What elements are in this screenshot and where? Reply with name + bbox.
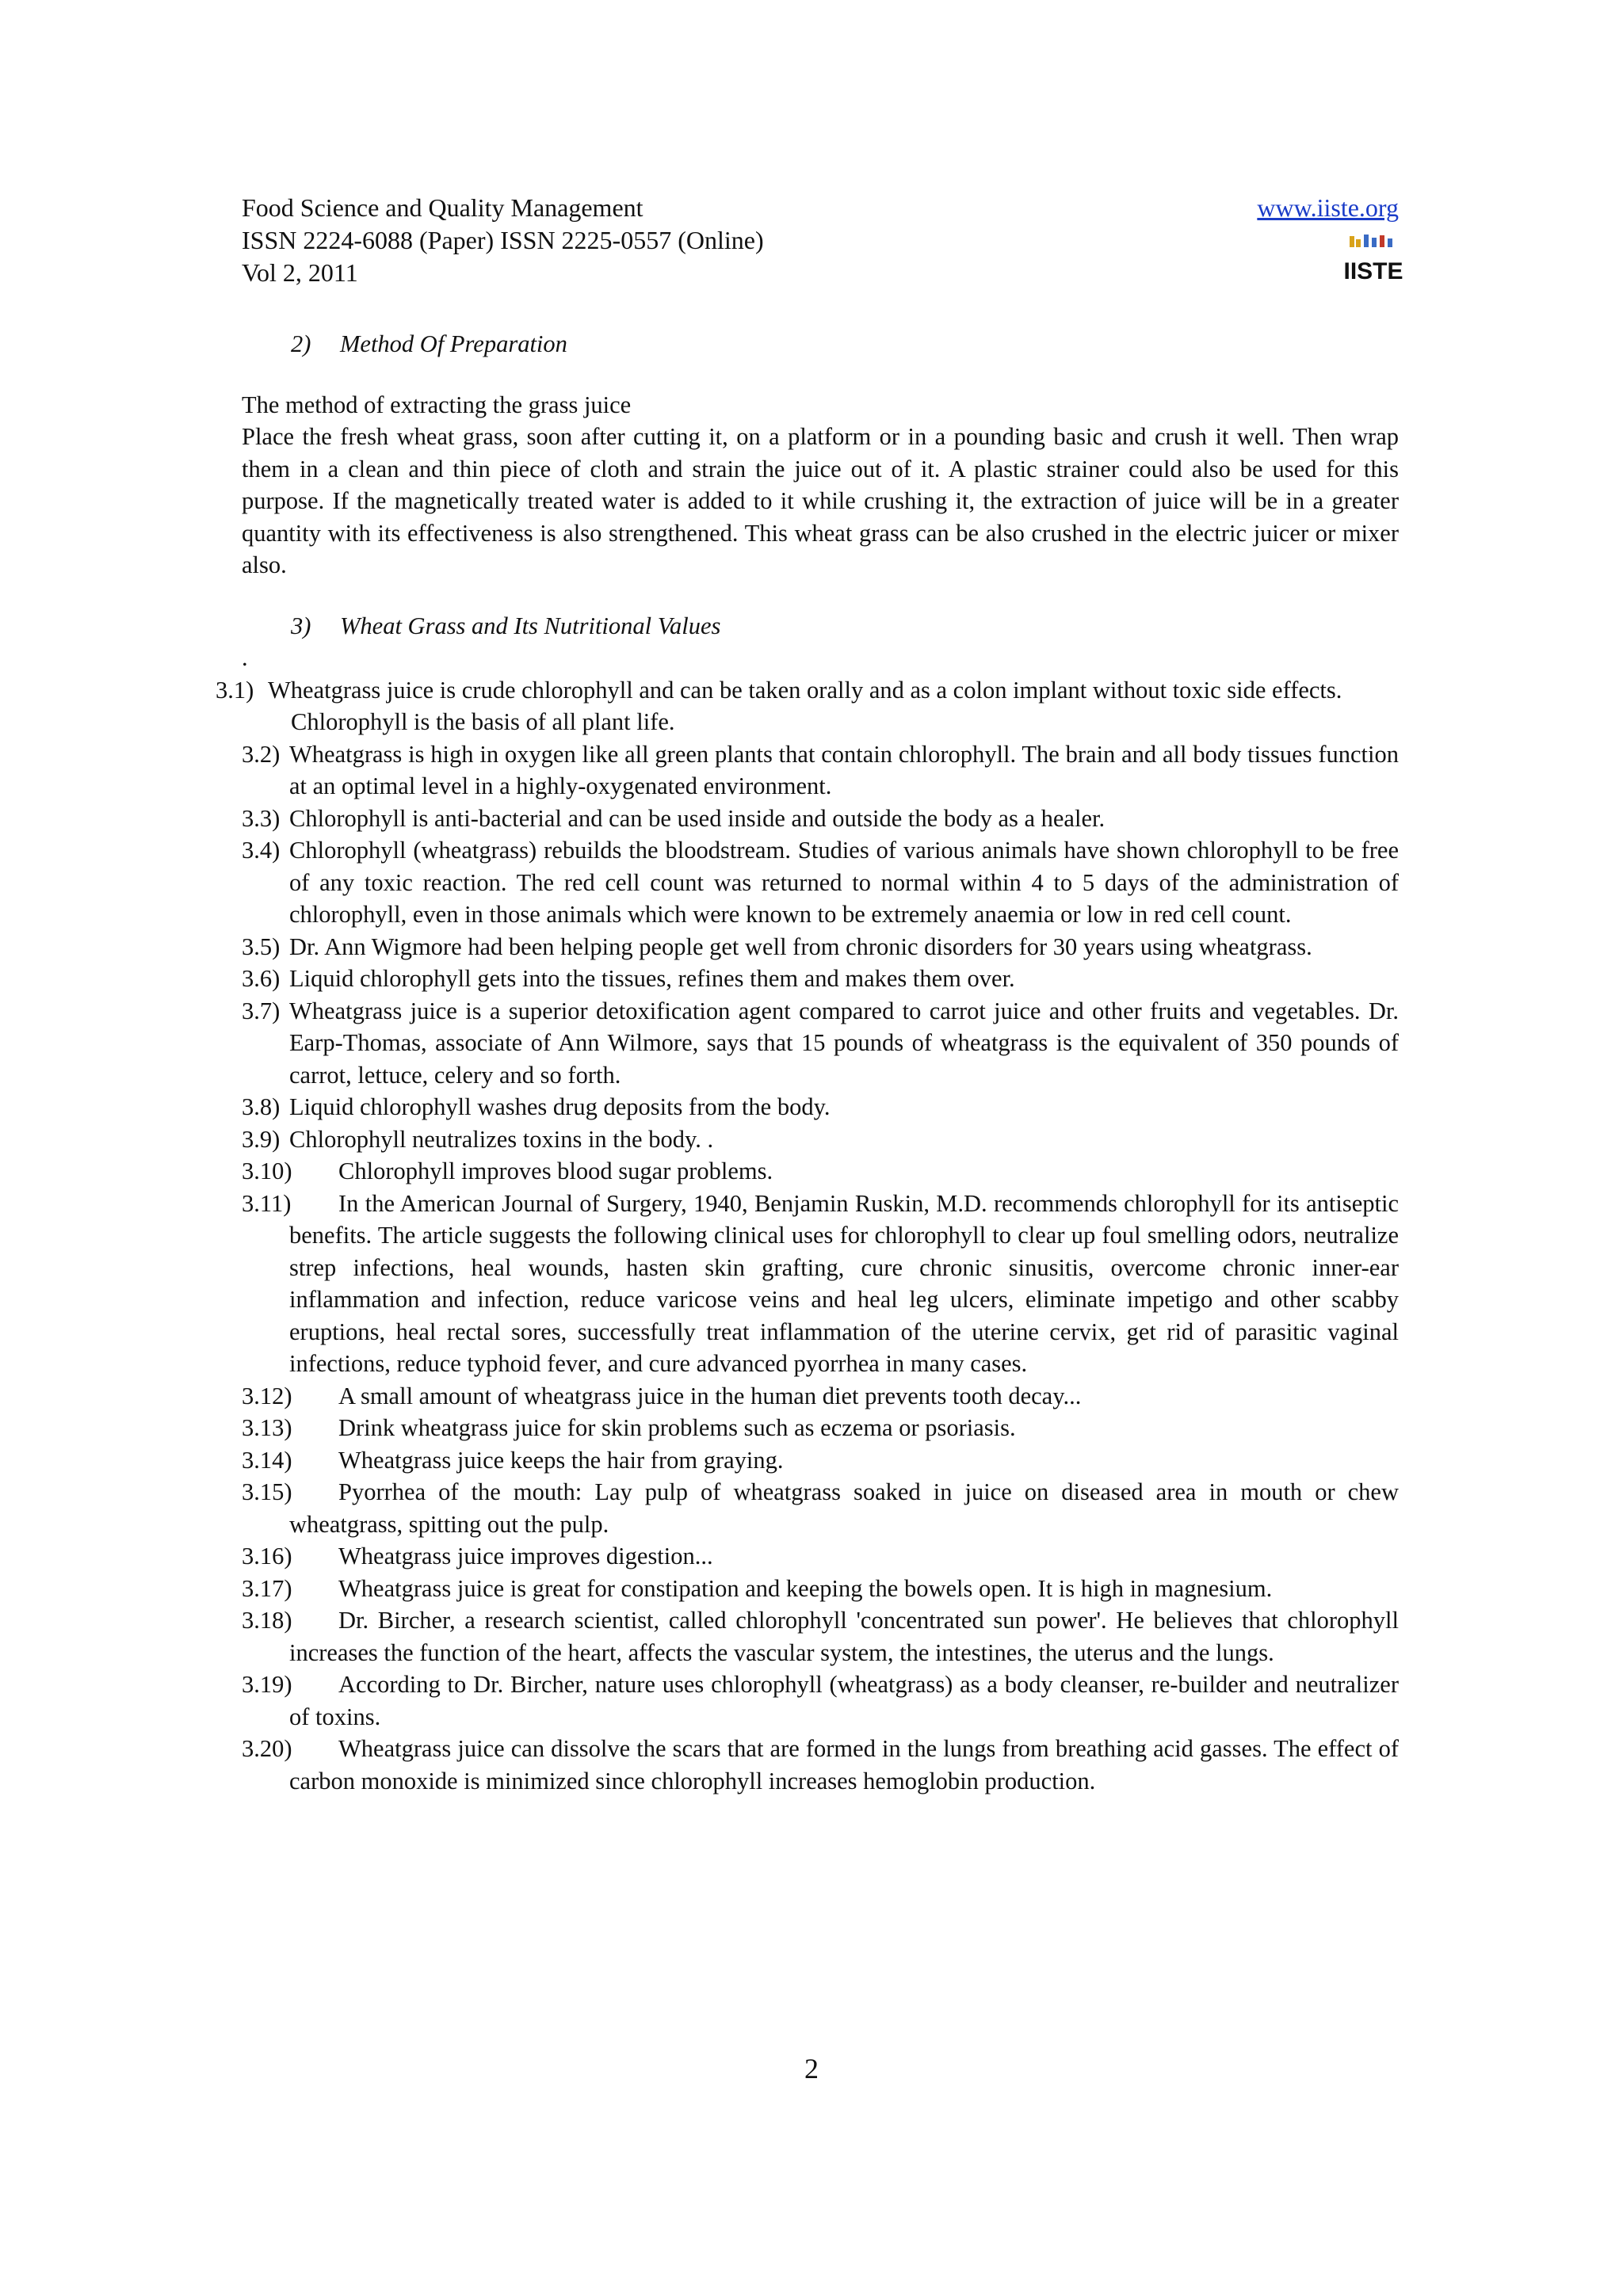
list-item-label: 3.13)	[242, 1414, 292, 1441]
list-item	[242, 1188, 1399, 1380]
list-item-text: Chlorophyll is the basis of all plant life.	[291, 708, 675, 735]
list-item-text: Chlorophyll neutralizes toxins in the body. .	[289, 1125, 714, 1153]
list-item-label: 3.2)	[242, 740, 281, 768]
list-item-label: 3.17)	[242, 1574, 292, 1602]
list-item-label: 3.4)	[242, 837, 281, 864]
list-item-text: Wheatgrass juice is great for constipation and keeping the bowels open. It is high in magnesium.	[338, 1574, 1273, 1602]
list-item	[242, 1155, 1399, 1188]
list-item-label: 3.10)	[242, 1158, 292, 1184]
list-item-label: 3.9)	[242, 1125, 281, 1153]
list-item-label: 3.5)	[242, 933, 281, 960]
list-item-label: 3.19)	[242, 1671, 292, 1698]
list-item	[242, 1476, 1399, 1540]
section-3-number: 3)	[291, 612, 311, 639]
volume-line: Vol 2, 2011	[242, 258, 358, 287]
list-item-label: 3.6)	[242, 965, 281, 992]
list-item-text: Liquid chlorophyll gets into the tissues, refines them and makes them over.	[289, 965, 1015, 992]
list-item-label: 3.15)	[242, 1478, 292, 1505]
section-2-heading	[242, 328, 1399, 360]
list-item-label: 3.11)	[242, 1189, 292, 1217]
list-item	[242, 1604, 1399, 1669]
list-item	[242, 1380, 1399, 1413]
page-header	[242, 192, 1403, 289]
list-item	[242, 995, 1399, 1092]
svg-text:IISTE: IISTE	[1343, 258, 1403, 284]
page-number: 2	[804, 2053, 819, 2084]
iiste-logo-icon	[1343, 233, 1403, 284]
list-item-text: Dr. Ann Wigmore had been helping people get well from chronic disorders for 30 years using wheatgrass.	[289, 933, 1312, 960]
section-2-title: Method Of Preparation	[340, 330, 567, 357]
list-item-text: Wheatgrass juice is a superior detoxification agent compared to carrot juice and other fruits and vegetables. Dr. Earp-Thomas, associate of Ann Wilmore, says that 15 pounds of wheatgrass is the equivalent of 350 pounds of carrot, lettuce, celery and so forth.	[289, 997, 1399, 1089]
list-item	[242, 1733, 1399, 1797]
list-item-label: 3.18)	[242, 1607, 292, 1634]
list-item-label: 3.12)	[242, 1382, 292, 1409]
list-item-text: Dr. Bircher, a research scientist, called chlorophyll 'concentrated sun power'. He believes that chlorophyll increases the function of the heart, affects the vascular system, the intestines, the uterus and the lungs.	[289, 1607, 1399, 1666]
list-item-text: A small amount of wheatgrass juice in the human diet prevents tooth decay...	[338, 1382, 1082, 1409]
list-item-text: Wheatgrass juice keeps the hair from graying.	[338, 1446, 784, 1474]
list-item-text: Liquid chlorophyll washes drug deposits from the body.	[289, 1093, 831, 1120]
list-item	[242, 1123, 1399, 1156]
list-item-label: 3.16)	[242, 1543, 292, 1569]
list-item-text: Chlorophyll (wheatgrass) rebuilds the bloodstream. Studies of various animals have shown chlorophyll to be free of any toxic reaction. The red cell count was returned to normal within 4 to 5 days of the administration of chlorophyll, even in those animals which were known to be extremely anaemia or low in red cell count.	[289, 837, 1399, 928]
list-item-text: According to Dr. Bircher, nature uses chlorophyll (wheatgrass) as a body cleanser, re-builder and neutralizer of toxins.	[289, 1671, 1399, 1730]
list-item-text: Pyorrhea of the mouth: Lay pulp of wheatgrass soaked in juice on diseased area in mouth or chew wheatgrass, spitting out the pulp.	[289, 1478, 1399, 1538]
list-item	[242, 1412, 1399, 1444]
list-item-text: Wheatgrass is high in oxygen like all green plants that contain chlorophyll. The brain and all body tissues function at an optimal level in a highly-oxygenated environment.	[289, 740, 1399, 799]
list-item-continuation	[242, 706, 1399, 738]
list-item-label: 3.7)	[242, 997, 281, 1024]
list-item-text: In the American Journal of Surgery, 1940, Benjamin Ruskin, M.D. recommends chlorophyll for its antiseptic benefits. The article suggests the following clinical uses for chlorophyll to clear up foul smelling odors, neutralize strep infections, heal wounds, hasten skin grafting, cure chronic sinusitis, overcome chronic inner-ear inflammation and infection, reduce varicose veins and heal leg ulcers, eliminate impetigo and other scabby eruptions, heal rectal sores, successfully treat inflammation of the uterine cervix, get rid of parasitic vaginal infections, reduce typhoid fever, and cure advanced pyorrhea in many cases.	[289, 1189, 1399, 1377]
journal-url-link[interactable]: www.iiste.org	[1257, 193, 1399, 222]
section-3-title: Wheat Grass and Its Nutritional Values	[340, 612, 721, 639]
section-3-heading	[242, 610, 1399, 643]
list-item-label: 3.1)	[216, 676, 254, 704]
list-item	[242, 963, 1399, 995]
list-item-text: Wheatgrass juice improves digestion...	[338, 1543, 713, 1569]
section-2-subtitle: The method of extracting the grass juice	[242, 391, 632, 418]
list-item-text: Chlorophyll improves blood sugar problems.	[338, 1158, 773, 1184]
list-item-label: 3.14)	[242, 1446, 292, 1474]
list-item-text: Wheatgrass juice can dissolve the scars that are formed in the lungs from breathing acid gasses. The effect of carbon monoxide is minimized since chlorophyll increases hemoglobin production.	[289, 1735, 1399, 1794]
section-2-number: 2)	[291, 330, 311, 357]
list-item	[242, 1669, 1399, 1733]
list-item	[242, 1540, 1399, 1573]
list-item-text: Wheatgrass juice is crude chlorophyll and can be taken orally and as a colon implant without toxic side effects.	[268, 676, 1342, 704]
section-2-paragraph: Place the fresh wheat grass, soon after cutting it, on a platform or in a pounding basic and crush it well. Then wrap them in a clean and thin piece of cloth and strain the juice out of it. A plastic strainer could also be used for this purpose. If the magnetically treated water is added to it while crushing it, the extraction of juice will be in a greater quantity with its effectiveness is also strengthened. This wheat grass can be also crushed in the electric juicer or mixer also.	[242, 423, 1399, 578]
list-item-label: 3.3)	[242, 804, 281, 832]
list-item	[242, 834, 1399, 931]
nutrition-list	[216, 674, 1399, 1798]
list-item-label: 3.20)	[242, 1735, 292, 1762]
list-item	[242, 1091, 1399, 1123]
list-item	[242, 803, 1399, 835]
list-item	[242, 1444, 1399, 1477]
list-item	[242, 931, 1399, 963]
list-item	[216, 674, 1399, 707]
journal-title: Food Science and Quality Management	[242, 193, 643, 222]
article-body	[216, 328, 1399, 1797]
issn-line: ISSN 2224-6088 (Paper) ISSN 2225-0557 (Online)	[242, 226, 764, 254]
list-item-text: Drink wheatgrass juice for skin problems such as eczema or psoriasis.	[338, 1414, 1016, 1441]
stray-dot: .	[242, 644, 248, 671]
list-item-label: 3.8)	[242, 1093, 281, 1120]
list-item	[242, 1573, 1399, 1605]
list-item	[242, 738, 1399, 803]
list-item-text: Chlorophyll is anti-bacterial and can be used inside and outside the body as a healer.	[289, 804, 1106, 832]
